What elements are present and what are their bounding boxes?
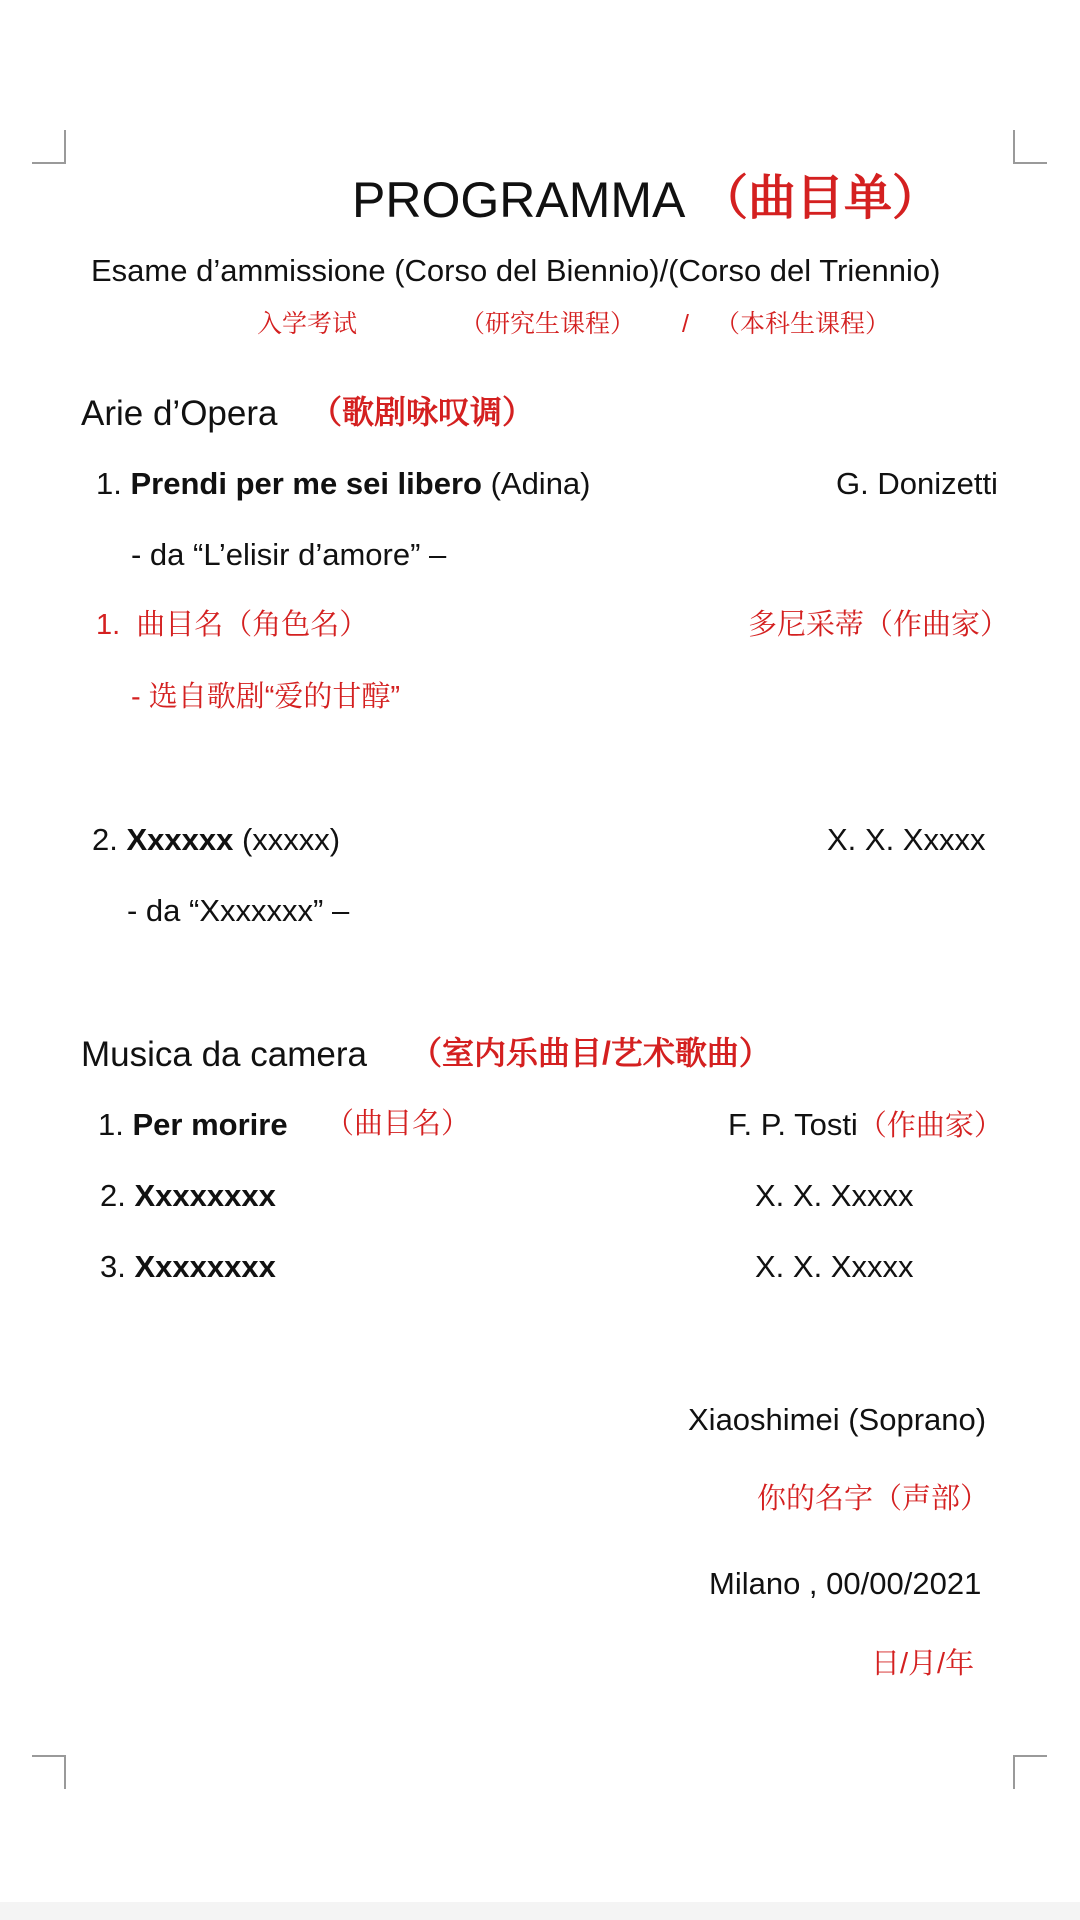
- section-heading-camera-cn: （室内乐曲目/艺术歌曲）: [410, 1035, 771, 1071]
- guide-title: 曲目名（角色名）: [136, 609, 369, 641]
- camera-2-composer: X. X. Xxxxx: [755, 1178, 914, 1213]
- guide-number: 1.: [96, 609, 121, 641]
- page-title-cn: （曲目单）: [700, 172, 941, 225]
- section-heading-arie: Arie d’Opera: [81, 394, 278, 433]
- exam-subtitle-cn: 入学考试: [257, 310, 358, 338]
- camera-1-title: Per morire: [132, 1107, 288, 1142]
- crop-mark-top-right: [1013, 130, 1047, 164]
- aria-1-composer: G. Donizetti: [836, 466, 998, 501]
- aria-2-source: - da “Xxxxxxx” –: [127, 893, 350, 928]
- camera-1-composer-row: [728, 1109, 1003, 1141]
- place-date: Milano , 00/00/2021: [709, 1566, 982, 1601]
- camera-1-row: [98, 1109, 288, 1140]
- aria-2-role: (xxxxx): [233, 822, 341, 857]
- camera-1-composer-cn: （作曲家）: [857, 1110, 1003, 1142]
- camera-3-composer: X. X. Xxxxx: [755, 1249, 914, 1284]
- guide-row: [96, 611, 368, 640]
- aria-1-title: Prendi per me sei libero: [130, 466, 482, 501]
- guide-composer: 多尼采蒂（作曲家）: [748, 609, 1010, 641]
- course-separator: /: [682, 310, 689, 338]
- aria-2-number: 2.: [92, 822, 118, 857]
- section-heading-camera: Musica da camera: [81, 1035, 367, 1074]
- page-title: PROGRAMMA: [352, 172, 686, 228]
- crop-mark-bottom-left: [32, 1755, 66, 1789]
- camera-2-row: [100, 1180, 276, 1211]
- performer-name-cn: 你的名字（声部）: [757, 1483, 990, 1515]
- camera-1-number: 1.: [98, 1107, 124, 1142]
- camera-2-number: 2.: [100, 1178, 126, 1213]
- aria-2-title: Xxxxxx: [126, 822, 234, 857]
- date-format-cn: 日/月/年: [871, 1648, 975, 1680]
- aria-1-source: - da “L’elisir d’amore” –: [131, 537, 447, 572]
- performer-name: Xiaoshimei (Soprano): [688, 1402, 987, 1437]
- biennio-label-cn: （研究生课程）: [460, 310, 636, 338]
- aria-1-number: 1.: [96, 466, 122, 501]
- page-bottom-edge: [0, 1902, 1080, 1920]
- camera-2-title: Xxxxxxxx: [134, 1178, 276, 1213]
- camera-1-composer: F. P. Tosti: [728, 1107, 858, 1142]
- guide-source: - 选自歌剧“爱的甘醇”: [131, 681, 401, 713]
- camera-3-title: Xxxxxxxx: [134, 1249, 276, 1284]
- crop-mark-top-left: [32, 130, 66, 164]
- aria-1-row: [96, 468, 591, 499]
- aria-1-role: (Adina): [481, 466, 591, 501]
- aria-2-row: [92, 824, 340, 855]
- crop-mark-bottom-right: [1013, 1755, 1047, 1789]
- camera-3-number: 3.: [100, 1249, 126, 1284]
- exam-subtitle: Esame d’ammissione (Corso del Biennio)/(Corso del Triennio): [91, 253, 941, 288]
- camera-3-row: [100, 1251, 276, 1282]
- aria-2-composer: X. X. Xxxxx: [827, 822, 986, 857]
- triennio-label-cn: （本科生课程）: [715, 310, 891, 338]
- section-heading-arie-cn: （歌剧咏叹调）: [310, 394, 535, 430]
- camera-1-title-cn: （曲目名）: [325, 1108, 471, 1140]
